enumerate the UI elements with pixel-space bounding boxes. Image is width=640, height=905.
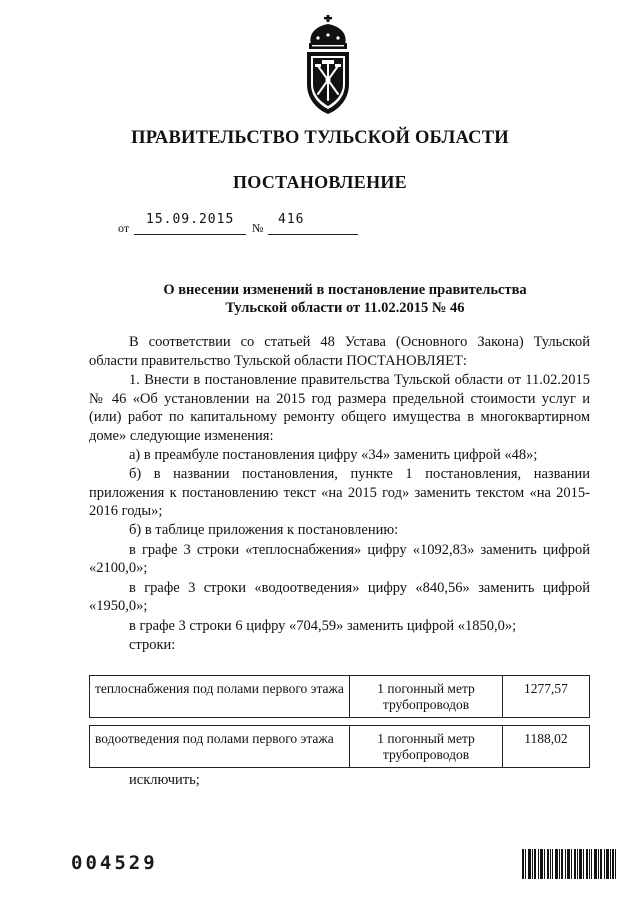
document-subject	[100, 281, 590, 317]
number-underline	[268, 234, 358, 235]
table-cell-unit: 1 погонный метр трубопроводов	[350, 726, 503, 768]
document-number: 416	[278, 212, 305, 227]
subject-line-1: О внесении изменений в постановление правительства	[163, 282, 527, 298]
number-label: №	[252, 221, 264, 235]
barcode-icon	[522, 849, 616, 879]
table-cell-name: водоотведения под полами первого этажа	[90, 726, 350, 768]
date-label: от	[118, 221, 130, 235]
body-paragraph: б) в таблице приложения к постановлению:	[129, 521, 399, 538]
date-underline	[134, 234, 246, 235]
government-title: ПРАВИТЕЛЬСТВО ТУЛЬСКОЙ ОБЛАСТИ	[131, 128, 509, 148]
excluded-rows-table	[89, 675, 590, 768]
body-paragraph: строки:	[129, 636, 176, 653]
body-paragraph: а) в преамбуле постановления цифру «34» заменить цифрой «48»;	[129, 446, 538, 463]
serial-number: 004529	[71, 852, 158, 874]
coat-of-arms-icon	[298, 14, 358, 116]
body-paragraph: В соответствии со статьей 48 Устава (Основного Закона) Тульской области правительство Тульской области ПОСТАНОВЛЯЕТ:	[89, 334, 590, 369]
body-paragraph: 1. Внести в постановление правительства Тульской области от 11.02.2015 № 46 «Об установлении на 2015 год размера предельной стоимости услуг и (или) работ по капитальному ремонту общего имущества в многоквартирном доме» следующие изменения:	[89, 372, 590, 444]
document-type: ПОСТАНОВЛЕНИЕ	[233, 172, 407, 192]
table-row-separator	[90, 718, 590, 726]
table-cell-value: 1188,02	[502, 726, 589, 768]
body-paragraph: в графе 3 строки 6 цифру «704,59» заменить цифрой «1850,0»;	[129, 617, 517, 634]
table-cell-name: теплоснабжения под полами первого этажа	[90, 676, 350, 718]
closing-text: исключить;	[129, 772, 200, 788]
date-number-row	[118, 212, 368, 234]
body-paragraph: в графе 3 строки «водоотведения» цифру «840,56» заменить цифрой «1950,0»;	[89, 579, 590, 615]
document-date: 15.09.2015	[146, 212, 235, 227]
table-row	[90, 726, 590, 768]
body-paragraph: б) в названии постановления, пункте 1 постановления, названии приложения к постановлению текст «на 2015 год» заменить текстом «на 2015-2016 годы»;	[89, 466, 590, 520]
subject-line-2: Тульской области от 11.02.2015 № 46	[225, 300, 465, 316]
table-cell-unit: 1 погонный метр трубопроводов	[350, 676, 503, 718]
table-row	[90, 676, 590, 718]
body-paragraph: в графе 3 строки «теплоснабжения» цифру «1092,83» заменить цифрой «2100,0»;	[89, 541, 590, 577]
document-body	[89, 333, 590, 654]
table-cell-value: 1277,57	[502, 676, 589, 718]
